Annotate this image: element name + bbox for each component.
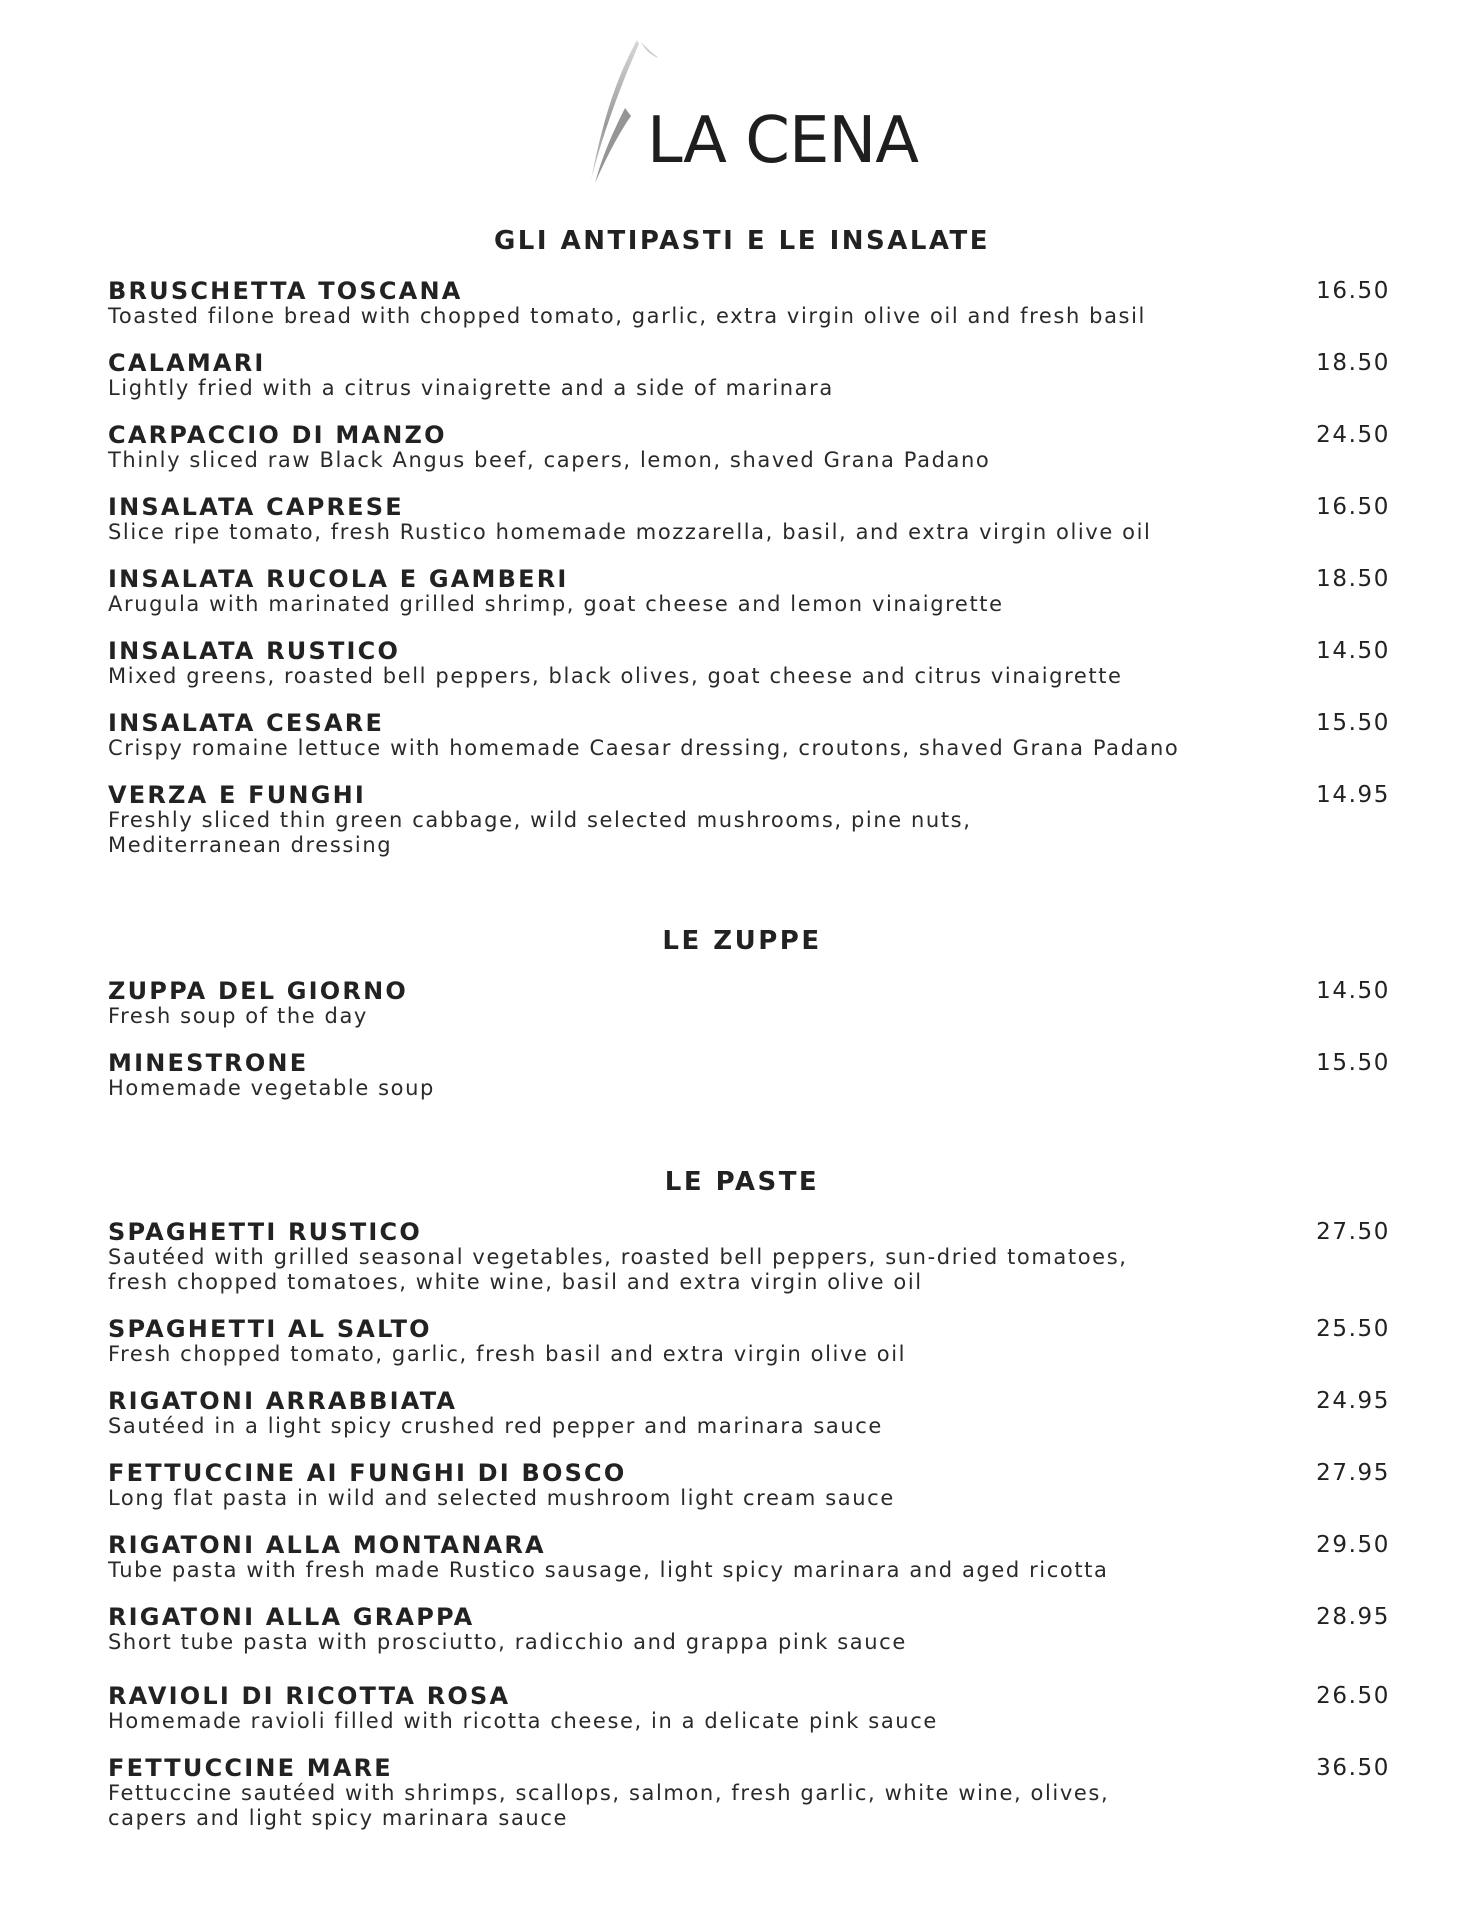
item-name: FETTUCCINE MARE	[108, 1754, 393, 1782]
item-name: INSALATA RUSTICO	[108, 637, 401, 665]
menu-item	[108, 350, 1390, 401]
item-description: Lightly fried with a citrus vinaigrette and a side of marinara	[108, 376, 834, 400]
item-description: Mixed greens, roasted bell peppers, black olives, goat cheese and citrus vinaigrette	[108, 664, 1123, 688]
item-price: 14.50	[1316, 978, 1390, 1004]
item-price: 27.95	[1316, 1460, 1390, 1486]
item-price: 14.50	[1316, 638, 1390, 664]
menu-item	[108, 1683, 1390, 1734]
menu-item	[108, 1755, 1390, 1831]
item-description: Sautéed with grilled seasonal vegetables, roasted bell peppers, sun-dried tomatoes, fresh chopped tomatoes, white wine, basil and extra virgin olive oil	[108, 1245, 1128, 1294]
item-description: Short tube pasta with prosciutto, radicchio and grappa pink sauce	[108, 1630, 907, 1654]
item-name: CALAMARI	[108, 349, 266, 377]
item-price: 36.50	[1316, 1755, 1390, 1781]
item-description: Toasted filone bread with chopped tomato, garlic, extra virgin olive oil and fresh basil	[108, 304, 1146, 328]
item-name: MINESTRONE	[108, 1049, 309, 1077]
menu-item	[108, 566, 1390, 617]
item-name: SPAGHETTI AL SALTO	[108, 1315, 432, 1343]
item-price: 15.50	[1316, 710, 1390, 736]
item-name: FETTUCCINE AI FUNGHI DI BOSCO	[108, 1459, 627, 1487]
item-name: BRUSCHETTA TOSCANA	[108, 277, 463, 305]
menu-item	[108, 1388, 1390, 1439]
item-name: RAVIOLI DI RICOTTA ROSA	[108, 1682, 511, 1710]
menu-item	[108, 978, 1390, 1029]
item-name: RIGATONI ALLA GRAPPA	[108, 1603, 475, 1631]
item-price: 16.50	[1316, 278, 1390, 304]
item-name: INSALATA CESARE	[108, 709, 385, 737]
item-price: 16.50	[1316, 494, 1390, 520]
section-heading-antipasti: GLI ANTIPASTI E LE INSALATE	[493, 226, 991, 256]
item-name: RIGATONI ARRABBIATA	[108, 1387, 458, 1415]
item-description: Homemade vegetable soup	[108, 1076, 435, 1100]
item-description: Long flat pasta in wild and selected mushroom light cream sauce	[108, 1486, 895, 1510]
item-price: 27.50	[1316, 1219, 1390, 1245]
item-price: 26.50	[1316, 1683, 1390, 1709]
item-description: Fresh chopped tomato, garlic, fresh basil and extra virgin olive oil	[108, 1342, 907, 1366]
item-description: Fresh soup of the day	[108, 1004, 368, 1028]
item-description: Thinly sliced raw Black Angus beef, capers, lemon, shaved Grana Padano	[108, 448, 991, 472]
item-name: INSALATA CAPRESE	[108, 493, 404, 521]
item-name: VERZA E FUNGHI	[108, 781, 367, 809]
item-name: INSALATA RUCOLA E GAMBERI	[108, 565, 569, 593]
item-description: Fettuccine sautéed with shrimps, scallops, salmon, fresh garlic, white wine, olives, capers and light spicy marinara sauce	[108, 1781, 1110, 1830]
item-price: 24.50	[1316, 422, 1390, 448]
item-description: Crispy romaine lettuce with homemade Caesar dressing, croutons, shaved Grana Padano	[108, 736, 1180, 760]
item-price: 28.95	[1316, 1604, 1390, 1630]
item-name: RIGATONI ALLA MONTANARA	[108, 1531, 546, 1559]
item-description: Homemade ravioli filled with ricotta cheese, in a delicate pink sauce	[108, 1709, 938, 1733]
item-name: CARPACCIO DI MANZO	[108, 421, 447, 449]
item-price: 29.50	[1316, 1532, 1390, 1558]
menu-item	[108, 1460, 1390, 1511]
item-description: Arugula with marinated grilled shrimp, goat cheese and lemon vinaigrette	[108, 592, 1004, 616]
item-name: ZUPPA DEL GIORNO	[108, 977, 408, 1005]
menu-item	[108, 1604, 1390, 1655]
menu-item	[108, 494, 1390, 545]
menu-item	[108, 638, 1390, 689]
item-name: SPAGHETTI RUSTICO	[108, 1218, 422, 1246]
item-price: 18.50	[1316, 350, 1390, 376]
menu-item	[108, 278, 1390, 329]
item-description: Slice ripe tomato, fresh Rustico homemade mozzarella, basil, and extra virgin olive oil	[108, 520, 1152, 544]
logo-text: LA CENA	[647, 104, 919, 178]
item-description: Tube pasta with fresh made Rustico sausage, light spicy marinara and aged ricotta	[108, 1558, 1109, 1582]
menu-item	[108, 1219, 1390, 1295]
menu-item	[108, 422, 1390, 473]
item-price: 24.95	[1316, 1388, 1390, 1414]
item-price: 14.95	[1316, 782, 1390, 808]
menu-item	[108, 710, 1390, 761]
item-price: 25.50	[1316, 1316, 1390, 1342]
menu-item	[108, 1316, 1390, 1367]
item-description: Freshly sliced thin green cabbage, wild selected mushrooms, pine nuts, Mediterranean dressing	[108, 808, 972, 857]
menu-item	[108, 1050, 1390, 1101]
item-price: 18.50	[1316, 566, 1390, 592]
section-heading-paste: LE PASTE	[664, 1167, 820, 1197]
menu-item	[108, 1532, 1390, 1583]
menu-item	[108, 782, 1390, 858]
section-heading-zuppe: LE ZUPPE	[662, 926, 822, 956]
restaurant-logo	[585, 38, 925, 188]
item-description: Sautéed in a light spicy crushed red pepper and marinara sauce	[108, 1414, 883, 1438]
item-price: 15.50	[1316, 1050, 1390, 1076]
